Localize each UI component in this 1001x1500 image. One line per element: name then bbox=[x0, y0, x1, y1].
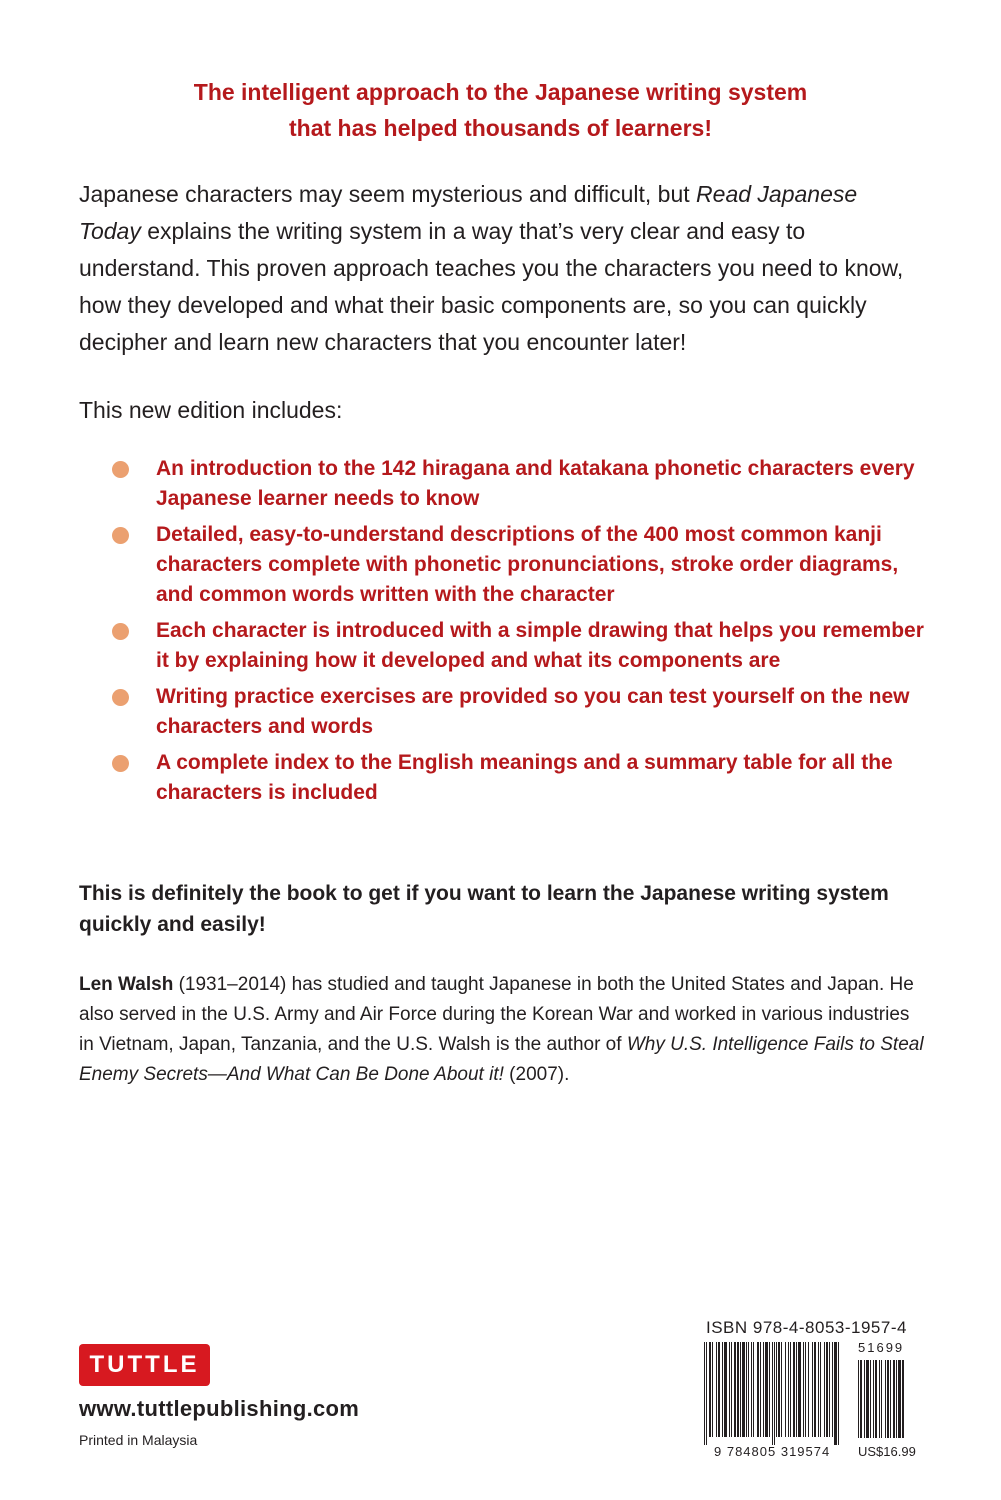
barcode-bars bbox=[704, 1342, 852, 1445]
barcode-bar bbox=[885, 1360, 886, 1438]
barcode-bar bbox=[742, 1342, 745, 1437]
barcode-bar bbox=[722, 1342, 723, 1437]
list-item bbox=[110, 454, 930, 514]
headline bbox=[0, 74, 1001, 146]
barcode-bar bbox=[734, 1342, 736, 1437]
printed-in-note: Printed in Malaysia bbox=[79, 1432, 198, 1448]
barcode-bar bbox=[875, 1360, 877, 1438]
tuttle-logo: TUTTLE bbox=[79, 1344, 210, 1386]
feature-list bbox=[110, 454, 930, 814]
closing-statement: This is definitely the book to get if you want to learn the Japanese writing system quickly and easily! bbox=[79, 882, 889, 936]
intro-text-1: Japanese characters may seem mysterious and difficult, but bbox=[79, 181, 697, 207]
barcode-bar bbox=[898, 1360, 901, 1438]
price: US$16.99 bbox=[858, 1444, 916, 1459]
publisher-website[interactable]: www.tuttlepublishing.com bbox=[79, 1396, 360, 1421]
barcode-bar bbox=[803, 1342, 804, 1437]
barcode bbox=[704, 1342, 923, 1460]
barcode-bar bbox=[866, 1360, 869, 1438]
author-bio bbox=[79, 970, 929, 1090]
author-book-title: Why U.S. Intelligence Fails to Steal Enemy Secrets—And What Can Be Done About it! bbox=[79, 1034, 924, 1085]
barcode-bar bbox=[716, 1342, 717, 1437]
barcode-bar bbox=[769, 1342, 770, 1437]
barcode-bar bbox=[776, 1342, 777, 1437]
isbn-label: ISBN 978-4-8053-1957-4 bbox=[706, 1318, 907, 1337]
barcode-bar bbox=[864, 1360, 865, 1438]
book-title-italic: Read Japanese Today bbox=[79, 181, 858, 244]
barcode-bar bbox=[763, 1342, 764, 1437]
barcode-bar bbox=[820, 1342, 821, 1437]
barcode-bar bbox=[765, 1342, 768, 1437]
list-item bbox=[110, 682, 930, 742]
headline-line-2: that has helped thousands of learners! bbox=[288, 115, 713, 141]
barcode-bar bbox=[808, 1342, 809, 1437]
list-item bbox=[110, 616, 930, 676]
barcode-bar bbox=[706, 1342, 707, 1445]
bullet-dot-icon bbox=[112, 461, 129, 478]
bullet-dot-icon bbox=[112, 527, 129, 544]
list-item-text: Writing practice exercises are provided so you can test yourself on the new characters and words bbox=[156, 685, 910, 738]
barcode-bar bbox=[829, 1342, 830, 1437]
list-item bbox=[110, 748, 930, 808]
barcode-bar bbox=[832, 1342, 833, 1437]
author-name: Len Walsh bbox=[79, 974, 174, 995]
barcode-bar bbox=[858, 1360, 859, 1438]
barcode-bar bbox=[704, 1342, 705, 1445]
barcode-bar bbox=[873, 1360, 874, 1438]
barcode-bar bbox=[902, 1360, 904, 1438]
barcode-bar bbox=[805, 1342, 806, 1437]
barcode-bar bbox=[879, 1360, 880, 1438]
barcode-bar bbox=[718, 1342, 720, 1437]
list-item-text: A complete index to the English meanings and a summary table for all the characters is included bbox=[156, 751, 893, 804]
barcode-bar bbox=[812, 1342, 813, 1437]
barcode-bar bbox=[893, 1360, 895, 1438]
barcode-bar bbox=[778, 1342, 780, 1437]
intro-paragraph bbox=[79, 176, 909, 361]
barcode-bar bbox=[740, 1342, 741, 1437]
barcode-bar bbox=[814, 1342, 816, 1437]
barcode-bar bbox=[796, 1342, 797, 1437]
barcode-bar bbox=[890, 1360, 891, 1438]
barcode-bar bbox=[751, 1342, 752, 1437]
barcode-bar bbox=[760, 1342, 761, 1437]
barcode-bar bbox=[818, 1342, 819, 1437]
barcode-bar bbox=[712, 1342, 713, 1437]
barcode-number: 9 784805 319574 bbox=[714, 1444, 831, 1459]
barcode-bar bbox=[790, 1342, 791, 1437]
barcode-bar bbox=[798, 1342, 801, 1437]
barcode-bar bbox=[772, 1342, 773, 1445]
intro-text-2: explains the writing system in a way that’s very clear and easy to understand. This proven approach teaches you the characters you need to know, how they developed and what their basic components are, so you can quickly decipher and learn new characters that you encounter later! bbox=[79, 218, 904, 355]
barcode-supplement-number: 51699 bbox=[858, 1340, 905, 1355]
barcode-supplement-bars bbox=[858, 1360, 922, 1446]
barcode-bar bbox=[896, 1360, 897, 1438]
list-item-text: An introduction to the 142 hiragana and katakana phonetic characters every Japanese learner needs to know bbox=[156, 457, 915, 510]
barcode-bar bbox=[793, 1342, 795, 1437]
barcode-bar bbox=[887, 1360, 889, 1438]
list-item-text: Each character is introduced with a simple drawing that helps you remember it by explaining how it developed and what its components are bbox=[156, 619, 924, 672]
barcode-bar bbox=[870, 1360, 871, 1438]
barcode-bar bbox=[737, 1342, 739, 1437]
barcode-bar bbox=[757, 1342, 759, 1437]
barcode-bar bbox=[826, 1342, 828, 1437]
barcode-bar bbox=[731, 1342, 732, 1437]
headline-line-1: The intelligent approach to the Japanese writing system bbox=[193, 79, 808, 105]
barcode-bar bbox=[785, 1342, 786, 1437]
bullet-dot-icon bbox=[112, 623, 129, 640]
bullet-dot-icon bbox=[112, 755, 129, 772]
includes-label: This new edition includes: bbox=[79, 397, 343, 423]
list-item-text: Detailed, easy-to-understand descriptions of the 400 most common kanji characters complete with phonetic pronunciations, stroke order diagrams, and common words written with the character bbox=[156, 523, 899, 606]
bio-text-1: (1931–2014) has studied and taught Japanese in both the United States and Japan. He also served in the U.S. Army and Air Force during the Korean War and worked in various industries in Vietnam, Japan, Tanzania, and the U.S. Walsh is the author of bbox=[79, 974, 914, 1055]
barcode-bar bbox=[834, 1342, 837, 1445]
bullet-dot-icon bbox=[112, 689, 129, 706]
barcode-bar bbox=[724, 1342, 727, 1437]
barcode-bar bbox=[824, 1342, 825, 1437]
barcode-bar bbox=[881, 1360, 882, 1438]
list-item bbox=[110, 520, 930, 610]
barcode-bar bbox=[748, 1342, 749, 1437]
barcode-bar bbox=[788, 1342, 789, 1437]
bio-text-2: (2007). bbox=[503, 1064, 570, 1085]
barcode-bar bbox=[709, 1342, 711, 1437]
barcode-bar bbox=[860, 1360, 862, 1438]
barcode-bar bbox=[753, 1342, 754, 1437]
barcode-bar bbox=[774, 1342, 775, 1445]
barcode-bar bbox=[838, 1342, 839, 1445]
barcode-bar bbox=[781, 1342, 782, 1437]
barcode-bar bbox=[729, 1342, 730, 1437]
barcode-bar bbox=[746, 1342, 747, 1437]
